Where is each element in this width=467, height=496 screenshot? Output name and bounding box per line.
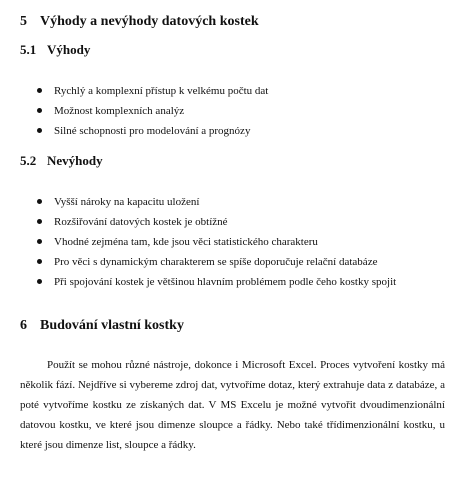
- list-item-text: Vyšší nároky na kapacitu uložení: [54, 196, 200, 208]
- list-item: [0, 275, 396, 295]
- list-item-text: Vhodné zejména tam, kde jsou věci statistického charakteru: [54, 236, 318, 248]
- heading-title: Nevýhody: [47, 153, 103, 168]
- heading-title: Výhody: [47, 42, 91, 57]
- heading-number: 5.1: [20, 42, 37, 57]
- list-item: [0, 235, 396, 255]
- bullet-icon: [37, 219, 42, 224]
- heading-section-6: [20, 318, 184, 334]
- bullet-icon: [37, 279, 42, 284]
- bullet-icon: [37, 259, 42, 264]
- bullet-icon: [37, 239, 42, 244]
- list-item-text: Rychlý a komplexní přístup k velkému počtu dat: [54, 85, 269, 97]
- heading-advantages: [20, 42, 90, 58]
- heading-number: 5: [20, 14, 27, 29]
- list-item: [0, 84, 268, 104]
- heading-disadvantages: [20, 153, 103, 169]
- list-item-text: Možnost komplexních analýz: [54, 105, 185, 117]
- body-paragraph: Použít se mohou různé nástroje, dokonce i Microsoft Excel. Proces vytvoření kostky má několik fází. Nejdříve si vybereme zdroj dat, vytvoříme dotaz, který extrahuje data z databáze, a poté vytvoříme kostku ze získaných dat. V MS Excelu je možné vytvořit dvoudimenzionální datovou kostku, ve které jsou dimenze sloupce a řádky. Nebo také třídimenzionální kostku, u které jsou dimenze list, sloupce a řádky.: [20, 359, 445, 451]
- bullet-icon: [37, 128, 42, 133]
- list-item-text: Silné schopnosti pro modelování a prognózy: [54, 125, 251, 137]
- list-item-text: Při spojování kostek je většinou hlavním problémem podle čeho kostky spojit: [54, 276, 397, 288]
- disadvantages-list: [0, 195, 396, 295]
- heading-number: 6: [20, 318, 27, 333]
- list-item: [0, 215, 396, 235]
- heading-title: Výhody a nevýhody datových kostek: [40, 14, 259, 29]
- list-item: [0, 255, 396, 275]
- heading-number: 5.2: [20, 153, 37, 168]
- list-item-text: Pro věci s dynamickým charakterem se spíše doporučuje relační databáze: [54, 256, 378, 268]
- bullet-icon: [37, 108, 42, 113]
- heading-section-5: [20, 14, 259, 30]
- advantages-list: [0, 84, 268, 144]
- heading-title: Budování vlastní kostky: [40, 318, 184, 333]
- bullet-icon: [37, 88, 42, 93]
- list-item: [0, 124, 268, 144]
- list-item: [0, 104, 268, 124]
- list-item-text: Rozšiřování datových kostek je obtížné: [54, 216, 228, 228]
- bullet-icon: [37, 199, 42, 204]
- list-item: [0, 195, 396, 215]
